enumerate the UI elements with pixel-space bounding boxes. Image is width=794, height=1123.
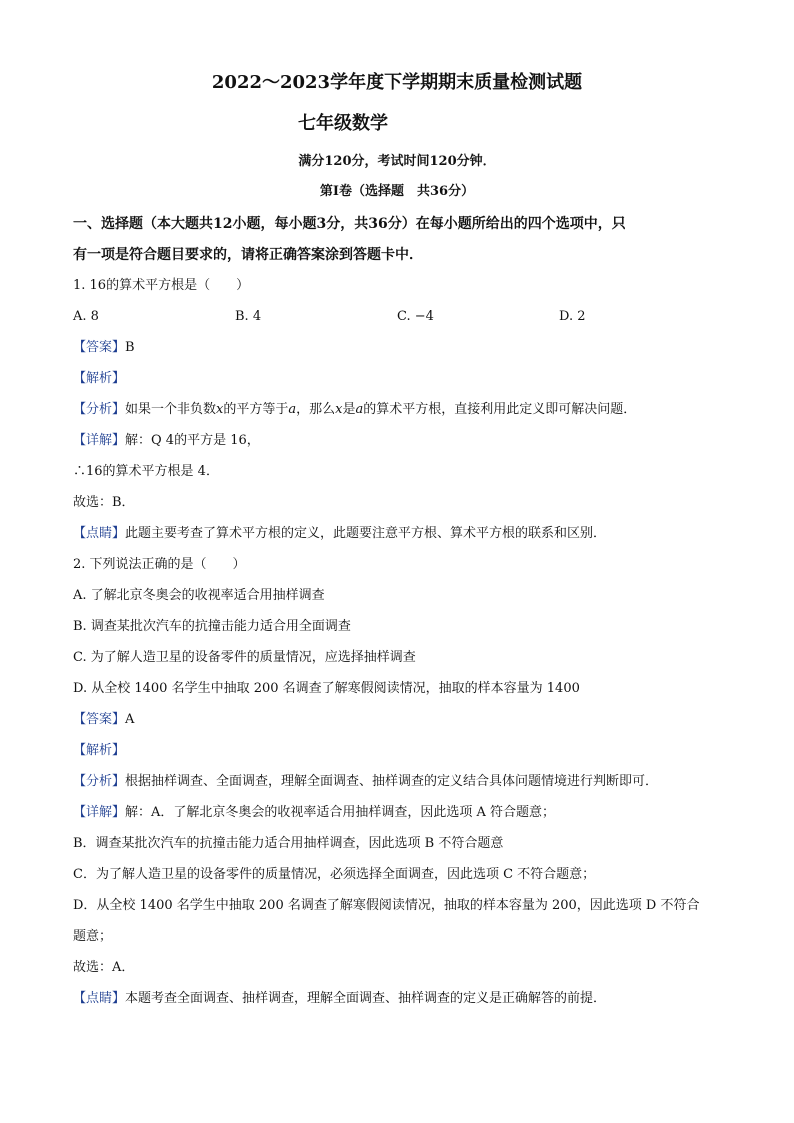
q2-fenxi-text: 根据抽样调查、全面调查，理解全面调查、抽样调查的定义结合具体问题情境进行判断即可． (125, 774, 659, 789)
q1-detail (73, 432, 754, 450)
analysis-tag: 【解析】 (73, 743, 126, 758)
q2-option-d: D. 从全校 1400 名学生中抽取 200 名调查了解寒假阅读情况，抽取的样本容量为 1400 (73, 681, 580, 696)
q2-option-a: A. 了解北京冬奥会的收视率适合用抽样调查 (73, 588, 325, 603)
q2-detail-b: B．调查某批次汽车的抗撞击能力适合用抽样调查，因此选项 B 不符合题意 (73, 836, 504, 851)
q2-answer (73, 711, 754, 729)
q2-detail-c: C．为了解人造卫星的设备零件的质量情况，必须选择全面调查，因此选项 C 不符合题意； (73, 867, 596, 882)
q1-choice: 故选：B． (73, 495, 135, 510)
q1-option-b: B. 4 (235, 309, 262, 324)
q1-var-a: a (288, 402, 297, 417)
q1-option-a: A. 8 (73, 309, 99, 324)
q2-comment (73, 990, 754, 1008)
fenxi-tag: 【分析】 (73, 774, 126, 789)
q2-detail-d-line-2: 题意； (73, 929, 113, 944)
q1-stem: 1. 16的算术平方根是（ ） (73, 278, 250, 293)
q1-fenxi-text-b: 的平方等于 (223, 402, 289, 417)
comment-tag: 【点睛】 (73, 991, 126, 1006)
q2-answer-value: A (125, 712, 135, 727)
detail-tag: 【详解】 (73, 805, 126, 820)
q1-fenxi-text-d: 是 (342, 402, 356, 417)
q1-var-a-2: a (355, 402, 364, 417)
answer-tag: 【答案】 (73, 712, 126, 727)
q2-stem: 2. 下列说法正确的是（ ） (73, 557, 246, 572)
q1-comment-text: 此题主要考查了算术平方根的定义，此题要注意平方根、算术平方根的联系和区别． (125, 526, 607, 541)
q1-answer-value: B (125, 340, 135, 355)
q2-choice: 故选：A． (73, 960, 135, 975)
q2-option-c: C. 为了解人造卫星的设备零件的质量情况，应选择抽样调查 (73, 650, 416, 665)
q2-fenxi (73, 773, 754, 791)
q1-answer (73, 339, 754, 357)
exam-title: 2022～2023学年度下学期期末质量检测试题 (211, 72, 583, 93)
q1-fenxi-text-e: 的算术平方根，直接利用此定义即可解决问题． (363, 402, 637, 417)
q1-detail-text: 解：Q 4的平方是 16， (125, 433, 260, 448)
q1-comment (73, 525, 754, 543)
q2-detail-a-text: 解：A．了解北京冬奥会的收视率适合用抽样调查，因此选项 A 符合题意； (125, 805, 556, 820)
q1-fenxi-text-a: 如果一个非负数 (125, 402, 217, 417)
instructions-line-2: 有一项是符合题目要求的，请将正确答案涂到答题卡中． (73, 247, 423, 263)
q1-var-x-2: x (335, 402, 343, 417)
fenxi-tag: 【分析】 (73, 402, 126, 417)
answer-tag: 【答案】 (73, 340, 126, 355)
q2-option-b: B. 调查某批次汽车的抗撞击能力适合用全面调查 (73, 619, 351, 634)
analysis-tag: 【解析】 (73, 371, 126, 386)
q2-comment-text: 本题考查全面调查、抽样调查，理解全面调查、抽样调查的定义是正确解答的前提． (125, 991, 607, 1006)
comment-tag: 【点睛】 (73, 526, 126, 541)
q1-therefore: ∴16的算术平方根是 4． (73, 464, 219, 479)
exam-subtitle: 七年级数学 (298, 113, 388, 134)
q1-fenxi-text-c: ，那么 (296, 402, 336, 417)
q1-option-c: C. −4 (397, 309, 434, 324)
exam-note: 满分120分，考试时间120分钟． (298, 154, 496, 169)
section-heading: 第Ⅰ卷（选择题 共36分） (319, 184, 475, 199)
instructions-line-1: 一、选择题（本大题共12小题，每小题3分，共36分）在每小题所给出的四个选项中，只 (73, 216, 626, 232)
q2-detail-a (73, 804, 754, 822)
q1-analysis-heading (73, 370, 754, 388)
q1-var-x: x (216, 402, 224, 417)
q1-option-d: D. 2 (559, 309, 586, 324)
q1-fenxi (73, 401, 754, 419)
q2-analysis-heading (73, 742, 754, 760)
q1-options (73, 308, 754, 326)
detail-tag: 【详解】 (73, 433, 126, 448)
q2-detail-d-line-1: D．从全校 1400 名学生中抽取 200 名调查了解寒假阅读情况，抽取的样本容量为 200，因此选项 D 不符合 (73, 898, 700, 913)
